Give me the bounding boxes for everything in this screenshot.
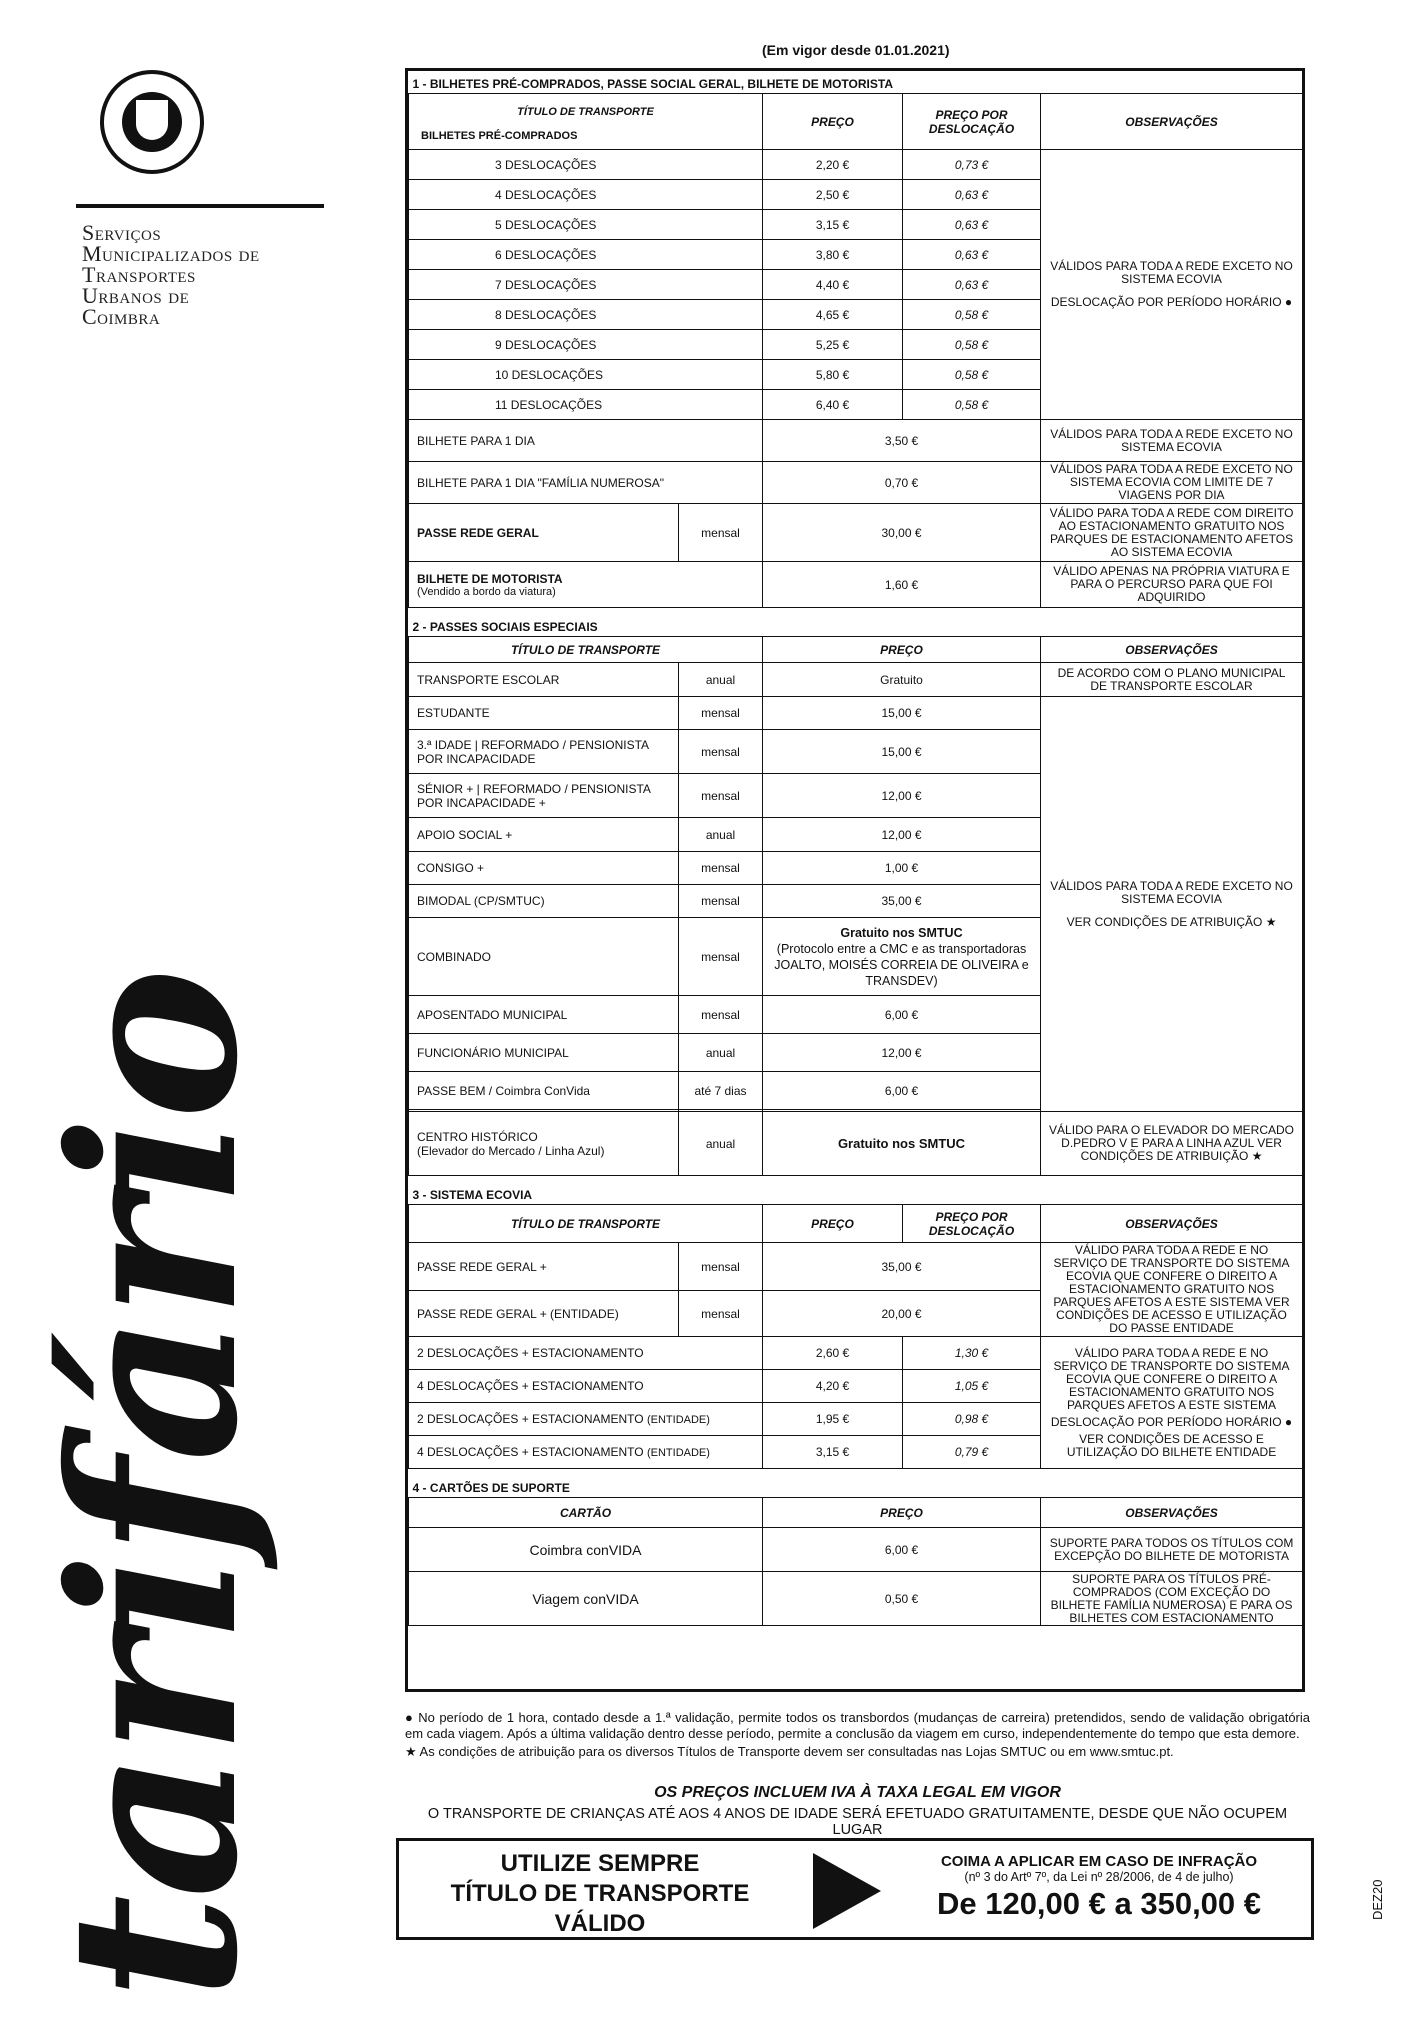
s3-trip-observations: VÁLIDO PARA TODA A REDE E NO SERVIÇO DE TRANSPORTE DO SISTEMA ECOVIA QUE CONFERE O DIREITO A ESTACIONAMENTO GRATUITO NOS PARQUES AFETOS A ESTE SISTEMA DESLOCAÇÃO POR PERÍODO HORÁRIO ● VER CONDIÇÕES DE ACESSO E UTILIZAÇÃO DO BILHETE ENTIDADE — [1041, 1337, 1303, 1469]
table-row: 11 DESLOCAÇÕES 6,40 € 0,58 € — [409, 390, 1303, 420]
s3-header-per: PREÇO POR DESLOCAÇÃO — [903, 1205, 1041, 1243]
s3-header-price: PREÇO — [763, 1205, 903, 1243]
s1-subheader: BILHETES PRÉ-COMPRADOS — [421, 129, 578, 142]
s1-header-obs: OBSERVAÇÕES — [1041, 94, 1303, 150]
s4-header-obs: OBSERVAÇÕES — [1041, 1498, 1303, 1528]
table-row: 9 DESLOCAÇÕES 5,25 € 0,58 € — [409, 330, 1303, 360]
organization-name: Serviços Municipalizados de Transportes Urbanos de Coimbra — [82, 220, 260, 329]
section-4-title: 4 - CARTÕES DE SUPORTE — [412, 1481, 570, 1495]
s3-pass-observations: VÁLIDO PARA TODA A REDE E NO SERVIÇO DE TRANSPORTE DO SISTEMA ECOVIA QUE CONFERE O DIREITO A ESTACIONAMENTO GRATUITO NOS PARQUES AFETOS A ESTE SISTEMA VER CONDIÇÕES DE ACESSO E UTILIZAÇÃO DO PASSE ENTIDADE — [1041, 1243, 1303, 1337]
fine-amount: De 120,00 € a 350,00 € — [936, 1886, 1262, 1921]
s1-header-per: PREÇO POR DESLOCAÇÃO — [903, 94, 1041, 150]
vat-notice: OS PREÇOS INCLUEM IVA À TAXA LEGAL EM VIGOR — [654, 1784, 1061, 1801]
s3-header-obs: OBSERVAÇÕES — [1041, 1205, 1303, 1243]
table-row: APOSENTADO MUNICIPAL mensal 6,00 € — [409, 996, 1303, 1034]
table-row: BIMODAL (CP/SMTUC) mensal 35,00 € — [409, 885, 1303, 918]
s2-header-obs: OBSERVAÇÕES — [1041, 637, 1303, 663]
table-row: 3 DESLOCAÇÕES 2,20 € 0,73 € VÁLIDOS PARA TODA A REDE EXCETO NO SISTEMA ECOVIA DESLOCAÇÃO POR PERÍODO HORÁRIO ● — [409, 150, 1303, 180]
s2-header-price: PREÇO — [763, 637, 1041, 663]
table-row: 6 DESLOCAÇÕES 3,80 € 0,63 € — [409, 240, 1303, 270]
table-row: TRANSPORTE ESCOLAR anual Gratuito DE ACORDO COM O PLANO MUNICIPAL DE TRANSPORTE ESCOLAR — [409, 663, 1303, 697]
table-row: Coimbra conVIDA 6,00 € SUPORTE PARA TODOS OS TÍTULOS COM EXCEPÇÃO DO BILHETE DE MOTORISTA — [409, 1528, 1303, 1572]
table-row: 4 DESLOCAÇÕES + ESTACIONAMENTO 4,20 € 1,05 € — [409, 1370, 1303, 1403]
table-row: PASSE REDE GERAL + (ENTIDADE) mensal 20,00 € — [409, 1291, 1303, 1337]
valid-ticket-reminder: UTILIZE SEMPRE TÍTULO DE TRANSPORTE VÁLIDO — [450, 1850, 750, 1937]
s1-observations: VÁLIDOS PARA TODA A REDE EXCETO NO SISTEMA ECOVIA DESLOCAÇÃO POR PERÍODO HORÁRIO ● — [1041, 150, 1303, 420]
table-row: COMBINADO mensal Gratuito nos SMTUC (Protocolo entre a CMC e as transportadoras JOALTO, MOISÉS CORREIA DE OLIVEIRA e TRANSDEV) — [409, 918, 1303, 996]
table-row: 2 DESLOCAÇÕES + ESTACIONAMENTO 2,60 € 1,30 € VÁLIDO PARA TODA A REDE E NO SERVIÇO DE TRANSPORTE DO SISTEMA ECOVIA QUE CONFERE O DIREITO A ESTACIONAMENTO GRATUITO NOS PARQUES AFETOS A ESTE SISTEMA DESLOCAÇÃO POR PERÍODO HORÁRIO ● VER CONDIÇÕES DE ACESSO E UTILIZAÇÃO DO BILHETE ENTIDADE — [409, 1337, 1303, 1370]
footnotes: ● No período de 1 hora, contado desde a 1.ª validação, permite todos os transbordos (mudanças de carreira) pretendidos, sendo de validação obrigatória em cada viagem. Após a última validação dentro desse período, permite a conclusão da viagem em curso, independentemente do tempo que esta demore. ★ As condições de atribuição para os diversos Títulos de Transporte devem ser consultadas nas Lojas SMTUC ou em www.smtuc.pt. — [405, 1710, 1310, 1759]
table-row: 2 DESLOCAÇÕES + ESTACIONAMENTO (ENTIDADE) 1,95 € 0,98 € — [409, 1403, 1303, 1436]
table-row: FUNCIONÁRIO MUNICIPAL anual 12,00 € — [409, 1034, 1303, 1072]
table-row: 4 DESLOCAÇÕES + ESTACIONAMENTO (ENTIDADE) 3,15 € 0,79 € — [409, 1436, 1303, 1469]
table-row: CONSIGO + mensal 1,00 € — [409, 852, 1303, 885]
table-row: APOIO SOCIAL + anual 12,00 € — [409, 818, 1303, 852]
table-row: PASSE BEM / Coimbra ConVida até 7 dias 6,00 € — [409, 1072, 1303, 1110]
s4-header-card: CARTÃO — [409, 1498, 763, 1528]
table-row: CENTRO HISTÓRICO (Elevador do Mercado / Linha Azul) anual Gratuito nos SMTUC VÁLIDO PARA O ELEVADOR DO MERCADO D.PEDRO V E PARA A LINHA AZUL VER CONDIÇÕES DE ATRIBUIÇÃO ★ — [409, 1112, 1303, 1176]
s1-header-title: TÍTULO DE TRANSPORTE BILHETES PRÉ-COMPRADOS — [409, 94, 763, 150]
table-row: BILHETE DE MOTORISTA (Vendido a bordo da viatura) 1,60 € VÁLIDO APENAS NA PRÓPRIA VIATURA E PARA O PERCURSO PARA QUE FOI ADQUIRIDO — [409, 562, 1303, 608]
s2-header-title: TÍTULO DE TRANSPORTE — [409, 637, 763, 663]
s4-header-price: PREÇO — [763, 1498, 1041, 1528]
s3-header-title: TÍTULO DE TRANSPORTE — [409, 1205, 763, 1243]
table-row: 5 DESLOCAÇÕES 3,15 € 0,63 € — [409, 210, 1303, 240]
s1-header-price: PREÇO — [763, 94, 903, 150]
section-2-title: 2 - PASSES SOCIAIS ESPECIAIS — [412, 620, 598, 634]
fine-info: COIMA A APLICAR EM CASO DE INFRAÇÃO (nº 3 do Artº 7º, da Lei nº 28/2006, de 4 de julho) De 120,00 € a 350,00 € — [889, 1853, 1309, 1922]
table-row: PASSE REDE GERAL + mensal 35,00 € VÁLIDO PARA TODA A REDE E NO SERVIÇO DE TRANSPORTE DO SISTEMA ECOVIA QUE CONFERE O DIREITO A ESTACIONAMENTO GRATUITO NOS PARQUES AFETOS A ESTE SISTEMA VER CONDIÇÕES DE ACESSO E UTILIZAÇÃO DO PASSE ENTIDADE — [409, 1243, 1303, 1291]
arrow-right-icon — [813, 1853, 881, 1929]
table-row: 3.ª IDADE | REFORMADO / PENSIONISTA POR INCAPACIDADE mensal 15,00 € — [409, 730, 1303, 774]
table-row: 10 DESLOCAÇÕES 5,80 € 0,58 € — [409, 360, 1303, 390]
s2-observations: VÁLIDOS PARA TODA A REDE EXCETO NO SISTEMA ECOVIA VER CONDIÇÕES DE ATRIBUIÇÃO ★ — [1041, 697, 1303, 1112]
section-3-title: 3 - SISTEMA ECOVIA — [412, 1188, 533, 1202]
table-row: BILHETE PARA 1 DIA "FAMÍLIA NUMEROSA" 0,70 € VÁLIDOS PARA TODA A REDE EXCETO NO SISTEMA ECOVIA COM LIMITE DE 7 VIAGENS POR DIA — [409, 462, 1303, 504]
table-row: Viagem conVIDA 0,50 € SUPORTE PARA OS TÍTULOS PRÉ-COMPRADOS (COM EXCEÇÃO DO BILHETE FAMÍLIA NUMEROSA) E PARA OS BILHETES COM ESTACIONAMENTO — [409, 1572, 1303, 1626]
coat-of-arms-logo — [100, 70, 204, 174]
table-row: 7 DESLOCAÇÕES 4,40 € 0,63 € — [409, 270, 1303, 300]
section-1-title: 1 - BILHETES PRÉ-COMPRADOS, PASSE SOCIAL GERAL, BILHETE DE MOTORISTA — [412, 77, 893, 91]
fine-warning-box — [396, 1838, 1314, 1940]
document-code: DEZ20 — [1370, 1879, 1385, 1920]
table-row: 4 DESLOCAÇÕES 2,50 € 0,63 € — [409, 180, 1303, 210]
table-row: BILHETE PARA 1 DIA 3,50 € VÁLIDOS PARA TODA A REDE EXCETO NO SISTEMA ECOVIA — [409, 420, 1303, 462]
page-title: tarifário — [20, 971, 288, 2000]
validity-date: (Em vigor desde 01.01.2021) — [762, 42, 950, 58]
table-row: PASSE REDE GERAL mensal 30,00 € VÁLIDO PARA TODA A REDE COM DIREITO AO ESTACIONAMENTO GRATUITO NOS PARQUES DE ESTACIONAMENTO AFETOS AO SISTEMA ECOVIA — [409, 504, 1303, 562]
table-row: 8 DESLOCAÇÕES 4,65 € 0,58 € — [409, 300, 1303, 330]
tariff-table — [405, 68, 1305, 1692]
table-row: SÉNIOR + | REFORMADO / PENSIONISTA POR INCAPACIDADE + mensal 12,00 € — [409, 774, 1303, 818]
table-row: ESTUDANTE mensal 15,00 € VÁLIDOS PARA TODA A REDE EXCETO NO SISTEMA ECOVIA VER CONDIÇÕES DE ATRIBUIÇÃO ★ — [409, 697, 1303, 730]
divider — [76, 204, 324, 208]
children-notice: O TRANSPORTE DE CRIANÇAS ATÉ AOS 4 ANOS DE IDADE SERÁ EFETUADO GRATUITAMENTE, DESDE QUE NÃO OCUPEM LUGAR — [427, 1806, 1288, 1838]
